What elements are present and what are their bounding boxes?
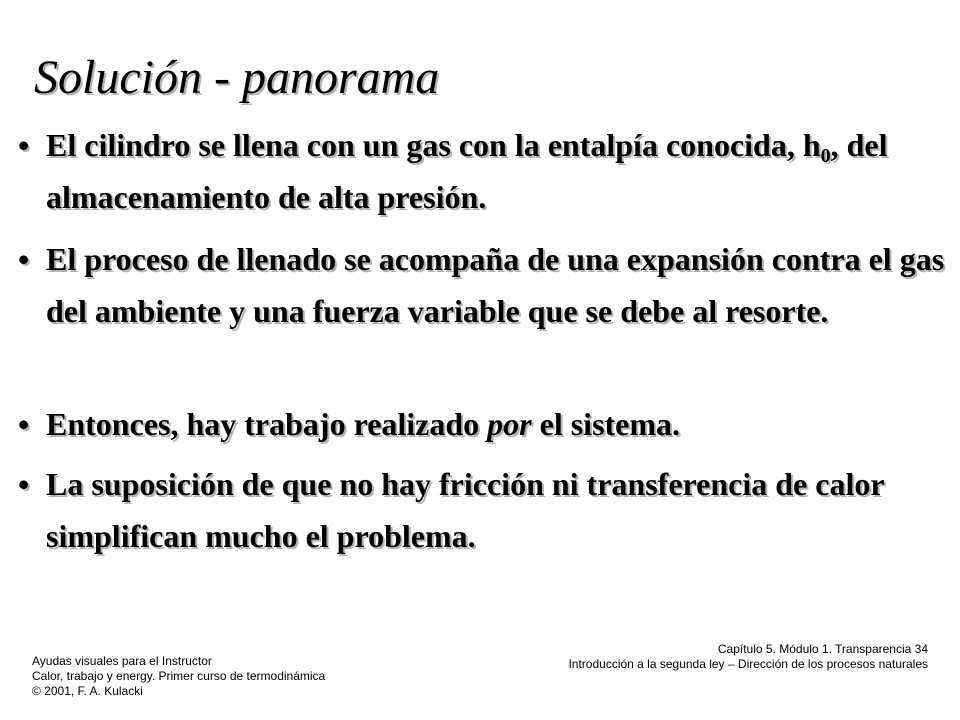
bullet-item-work bbox=[18, 398, 958, 450]
footer-left-line: © 2001, F. A. Kulacki bbox=[32, 684, 143, 698]
bullet-text-part: El cilindro se llena con un gas con la entalpía conocida, h bbox=[46, 127, 821, 163]
footer-right bbox=[568, 642, 928, 672]
bullet-icon: • bbox=[18, 241, 30, 277]
bullet-item-filling bbox=[18, 119, 958, 223]
bullet-text bbox=[46, 398, 958, 450]
bullet-item-assumption bbox=[18, 458, 958, 562]
footer-left-line: Ayudas visuales para el Instructor bbox=[32, 654, 212, 668]
bullet-text: El proceso de llenado se acompaña de una expansión contra el gas del ambiente y una fuerza variable que se debe al resorte. bbox=[46, 241, 945, 329]
bullet-text bbox=[46, 119, 958, 223]
bullet-icon: • bbox=[18, 406, 30, 442]
bullet-item-expansion bbox=[18, 233, 958, 337]
footer-left-line: Calor, trabajo y energy. Primer curso de termodinámica bbox=[32, 669, 326, 683]
footer-right-line: Capítulo 5. Módulo 1. Transparencia 34 bbox=[717, 642, 928, 656]
bullet-text: La suposición de que no hay fricción ni transferencia de calor simplifican mucho el problema. bbox=[46, 466, 884, 554]
bullet-text-part: Entonces, hay trabajo realizado bbox=[46, 406, 488, 442]
bullet-icon: • bbox=[18, 466, 30, 502]
bullet-text-part: , del almacenamiento de alta presión. bbox=[46, 127, 888, 215]
bullet-icon: • bbox=[18, 127, 30, 163]
footer-right-line: Introducción a la segunda ley – Dirección de los procesos naturales bbox=[568, 657, 928, 671]
subscript-zero: 0 bbox=[820, 145, 831, 167]
emphasis-word: por bbox=[487, 406, 532, 442]
bullet-text-part: el sistema. bbox=[531, 406, 681, 442]
footer-left bbox=[32, 654, 325, 699]
slide-title: Solución - panorama bbox=[34, 51, 440, 104]
